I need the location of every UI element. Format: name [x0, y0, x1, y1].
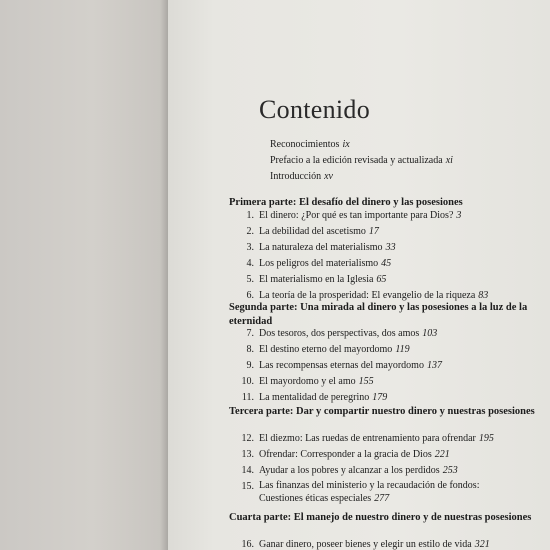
- chapter-entry: [232, 390, 544, 406]
- chapter-entry: [232, 240, 544, 256]
- page-number: 33: [385, 242, 396, 253]
- page-number: 155: [358, 376, 374, 387]
- chapter-number: 11.: [241, 392, 254, 403]
- chapter-entry: [232, 479, 544, 505]
- chapter-entry: [232, 326, 544, 342]
- chapter-entry: [232, 208, 544, 224]
- chapter-title: El mayordomo y el amo: [259, 376, 356, 387]
- chapter-title: Las recompensas eternas del mayordomo: [259, 360, 424, 371]
- page-number: 3: [456, 210, 462, 221]
- chapter-title: Ganar dinero, poseer bienes y elegir un estilo de vida: [259, 539, 472, 550]
- chapter-number: 3.: [246, 242, 254, 253]
- chapter-title: La naturaleza del materialismo: [259, 242, 383, 253]
- chapter-number: 7.: [246, 328, 254, 339]
- chapter-title: Las finanzas del ministerio y la recaudación de fondos: Cuestiones éticas especiales: [259, 480, 480, 504]
- chapter-title: Ayudar a los pobres y alcanzar a los perdidos: [259, 465, 440, 476]
- part-heading: Cuarta parte: El manejo de nuestro dinero y de nuestras posesiones: [229, 512, 532, 523]
- part-heading: Primera parte: El desafío del dinero y las posesiones: [229, 197, 463, 208]
- page-number: 179: [372, 392, 388, 403]
- chapter-number: 10.: [241, 376, 254, 387]
- chapter-title: La teoría de la prosperidad: El evangelio de la riqueza: [259, 290, 476, 301]
- chapter-entry: [232, 447, 544, 463]
- page-number: xv: [324, 171, 333, 182]
- chapter-entry: [232, 431, 544, 447]
- front-matter-item: [270, 153, 540, 169]
- page-number: 253: [442, 465, 458, 476]
- chapter-number: 4.: [246, 258, 254, 269]
- chapter-number: 8.: [246, 344, 254, 355]
- page-title: Contenido: [259, 95, 371, 124]
- page-number: 137: [426, 360, 442, 371]
- chapter-list: [232, 431, 544, 505]
- page-number: 277: [374, 493, 390, 504]
- chapter-entry: [232, 463, 544, 479]
- entry-text: Introducción: [270, 171, 322, 182]
- entry-text: Reconocimientos: [270, 139, 340, 150]
- background-surface: [0, 0, 168, 550]
- chapter-title: La debilidad del ascetismo: [259, 226, 366, 237]
- chapter-number: 6.: [246, 290, 254, 301]
- chapter-number: 15.: [241, 481, 254, 492]
- chapter-number: 12.: [241, 433, 254, 444]
- chapter-title: El diezmo: Las ruedas de entrenamiento para ofrendar: [259, 433, 476, 444]
- chapter-entry: [232, 272, 544, 288]
- part-heading: Segunda parte: Una mirada al dinero y las posesiones a la luz de la eternidad: [229, 302, 528, 327]
- chapter-entry: [232, 374, 544, 390]
- page-number: 83: [478, 290, 489, 301]
- chapter-number: 1.: [246, 210, 254, 221]
- page-number: 321: [474, 539, 490, 550]
- page-number: 195: [478, 433, 494, 444]
- chapter-entry: [232, 224, 544, 240]
- chapter-number: 13.: [241, 449, 254, 460]
- page-number: 17: [368, 226, 379, 237]
- chapter-title: El materialismo en la Iglesia: [259, 274, 374, 285]
- chapter-list: [232, 326, 544, 406]
- chapter-number: 9.: [246, 360, 254, 371]
- front-matter-item: [270, 137, 540, 153]
- page-number: xi: [445, 155, 453, 166]
- chapter-title: Dos tesoros, dos perspectivas, dos amos: [259, 328, 420, 339]
- chapter-entry: [232, 537, 544, 550]
- chapter-entry: [232, 256, 544, 272]
- page-number: ix: [342, 139, 350, 150]
- chapter-title: El dinero: ¿Por qué es tan importante para Dios?: [259, 210, 454, 221]
- page-number: 103: [422, 328, 438, 339]
- page-number: 221: [434, 449, 450, 460]
- page-number: 65: [376, 274, 387, 285]
- chapter-number: 2.: [246, 226, 254, 237]
- page-number: 119: [395, 344, 410, 355]
- chapter-number: 16.: [241, 539, 254, 550]
- chapter-title: Ofrendar: Corresponder a la gracia de Dios: [259, 449, 432, 460]
- entry-text: Prefacio a la edición revisada y actualizada: [270, 155, 443, 166]
- chapter-title: El destino eterno del mayordomo: [259, 344, 393, 355]
- chapter-title: La mentalidad de peregrino: [259, 392, 370, 403]
- page-number: 45: [381, 258, 392, 269]
- chapter-entry: [232, 358, 544, 374]
- chapter-list: [232, 537, 544, 550]
- book-page: [168, 0, 550, 550]
- front-matter-item: [270, 169, 540, 185]
- chapter-number: 5.: [246, 274, 254, 285]
- chapter-number: 14.: [241, 465, 254, 476]
- front-matter-list: [270, 137, 540, 185]
- chapter-entry: [232, 342, 544, 358]
- chapter-title: Los peligros del materialismo: [259, 258, 379, 269]
- chapter-list: [232, 208, 544, 304]
- part-heading: Tercera parte: Dar y compartir nuestro dinero y nuestras posesiones: [229, 406, 535, 417]
